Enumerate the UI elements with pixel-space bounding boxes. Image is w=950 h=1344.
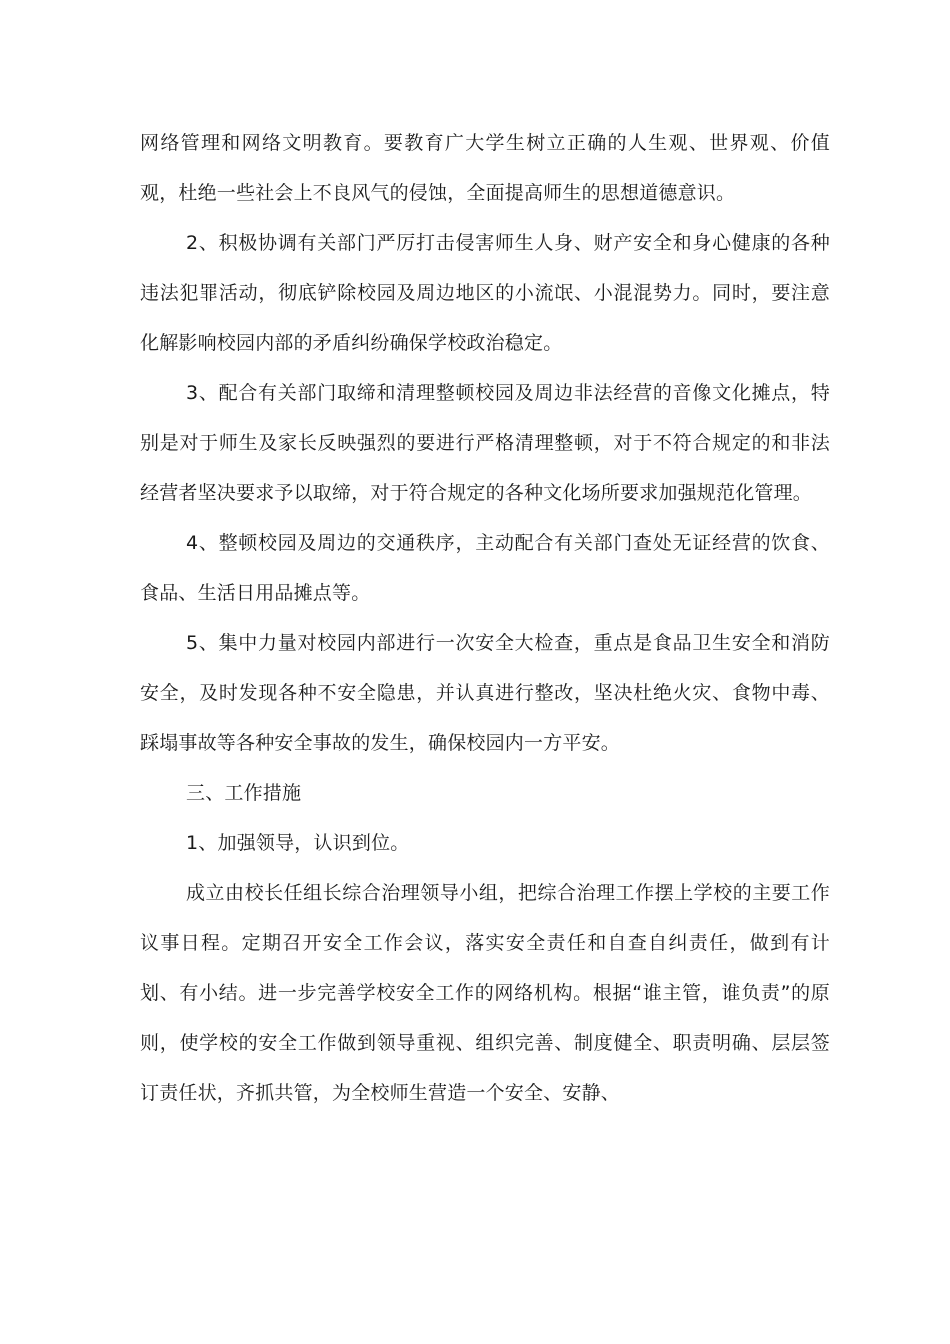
- paragraph-item-5: 5、集中力量对校园内部进行一次安全大检查，重点是食品卫生安全和消防安全，及时发现各种不安全隐患，并认真进行整改，坚决杜绝火灾、食物中毒、踩塌事故等各种安全事故的发生，确保校园内一方平安。: [140, 632, 830, 754]
- paragraph-continuation: 网络管理和网络文明教育。要教育广大学生树立正确的人生观、世界观、价值观，杜绝一些社会上不良风气的侵蚀，全面提高师生的思想道德意识。: [140, 132, 830, 204]
- paragraph-item-2: 2、积极协调有关部门严厉打击侵害师生人身、财产安全和身心健康的各种违法犯罪活动，彻底铲除校园及周边地区的小流氓、小混混势力。同时，要注意化解影响校园内部的矛盾纠纷确保学校政治稳定。: [140, 232, 830, 354]
- paragraph-item-3: 3、配合有关部门取缔和清理整顿校园及周边非法经营的音像文化摊点，特别是对于师生及家长反映强烈的要进行严格清理整顿，对于不符合规定的和非法经营者坚决要求予以取缔，对于符合规定的各种文化场所要求加强规范化管理。: [140, 382, 830, 504]
- paragraph-leadership: 成立由校长任组长综合治理领导小组，把综合治理工作摆上学校的主要工作议事日程。定期召开安全工作会议，落实安全责任和自查自纠责任，做到有计划、有小结。进一步完善学校安全工作的网络机构。根据“谁主管，谁负责”的原则，使学校的安全工作做到领导重视、组织完善、制度健全、职责明确、层层签订责任状，齐抓共管，为全校师生营造一个安全、安静、: [140, 882, 830, 1104]
- subsection-heading: 1、加强领导，认识到位。: [186, 832, 410, 854]
- section-heading: 三、工作措施: [186, 782, 302, 804]
- paragraph-item-4: 4、整顿校园及周边的交通秩序，主动配合有关部门查处无证经营的饮食、食品、生活日用品摊点等。: [140, 532, 830, 604]
- document-body: [140, 118, 830, 1118]
